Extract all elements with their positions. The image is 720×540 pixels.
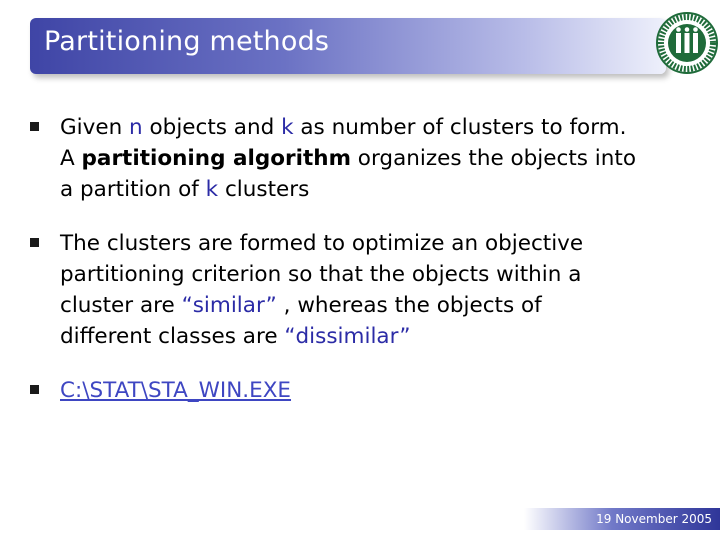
bullet-line: A partitioning algorithm organizes the objects into — [60, 146, 636, 171]
footer-date-bar — [524, 508, 720, 530]
bullet-line: Given n objects and k as number of clusters to form. — [60, 115, 627, 140]
bullet-line: cluster are “similar” , whereas the objects of — [60, 293, 542, 318]
variable-k: k — [205, 177, 219, 202]
bullet-item — [30, 112, 700, 205]
university-seal-icon — [656, 12, 718, 74]
executable-link[interactable]: C:\STAT\STA_WIN.EXE — [60, 378, 292, 403]
bullet-line: The clusters are formed to optimize an objective — [60, 231, 584, 256]
bullet-line: different classes are “dissimilar” — [60, 324, 411, 349]
quoted-dissimilar: “dissimilar” — [284, 324, 411, 349]
title-bar — [30, 18, 666, 74]
bullet-square-icon — [30, 122, 39, 131]
bold-term: partitioning algorithm — [81, 146, 351, 171]
bullet-square-icon — [30, 238, 39, 247]
bullet-item — [30, 228, 700, 352]
variable-n: n — [129, 115, 143, 140]
slide-title: Partitioning methods — [44, 26, 330, 57]
bullet-square-icon — [30, 385, 39, 394]
footer-date: 19 November 2005 — [596, 512, 712, 526]
bullet-line: a partition of k clusters — [60, 177, 310, 202]
variable-k: k — [281, 115, 294, 140]
bullet-list — [30, 112, 700, 406]
bullet-item — [30, 375, 700, 406]
quoted-similar: “similar” — [181, 293, 277, 318]
bullet-line: partitioning criterion so that the objects within a — [60, 262, 582, 287]
